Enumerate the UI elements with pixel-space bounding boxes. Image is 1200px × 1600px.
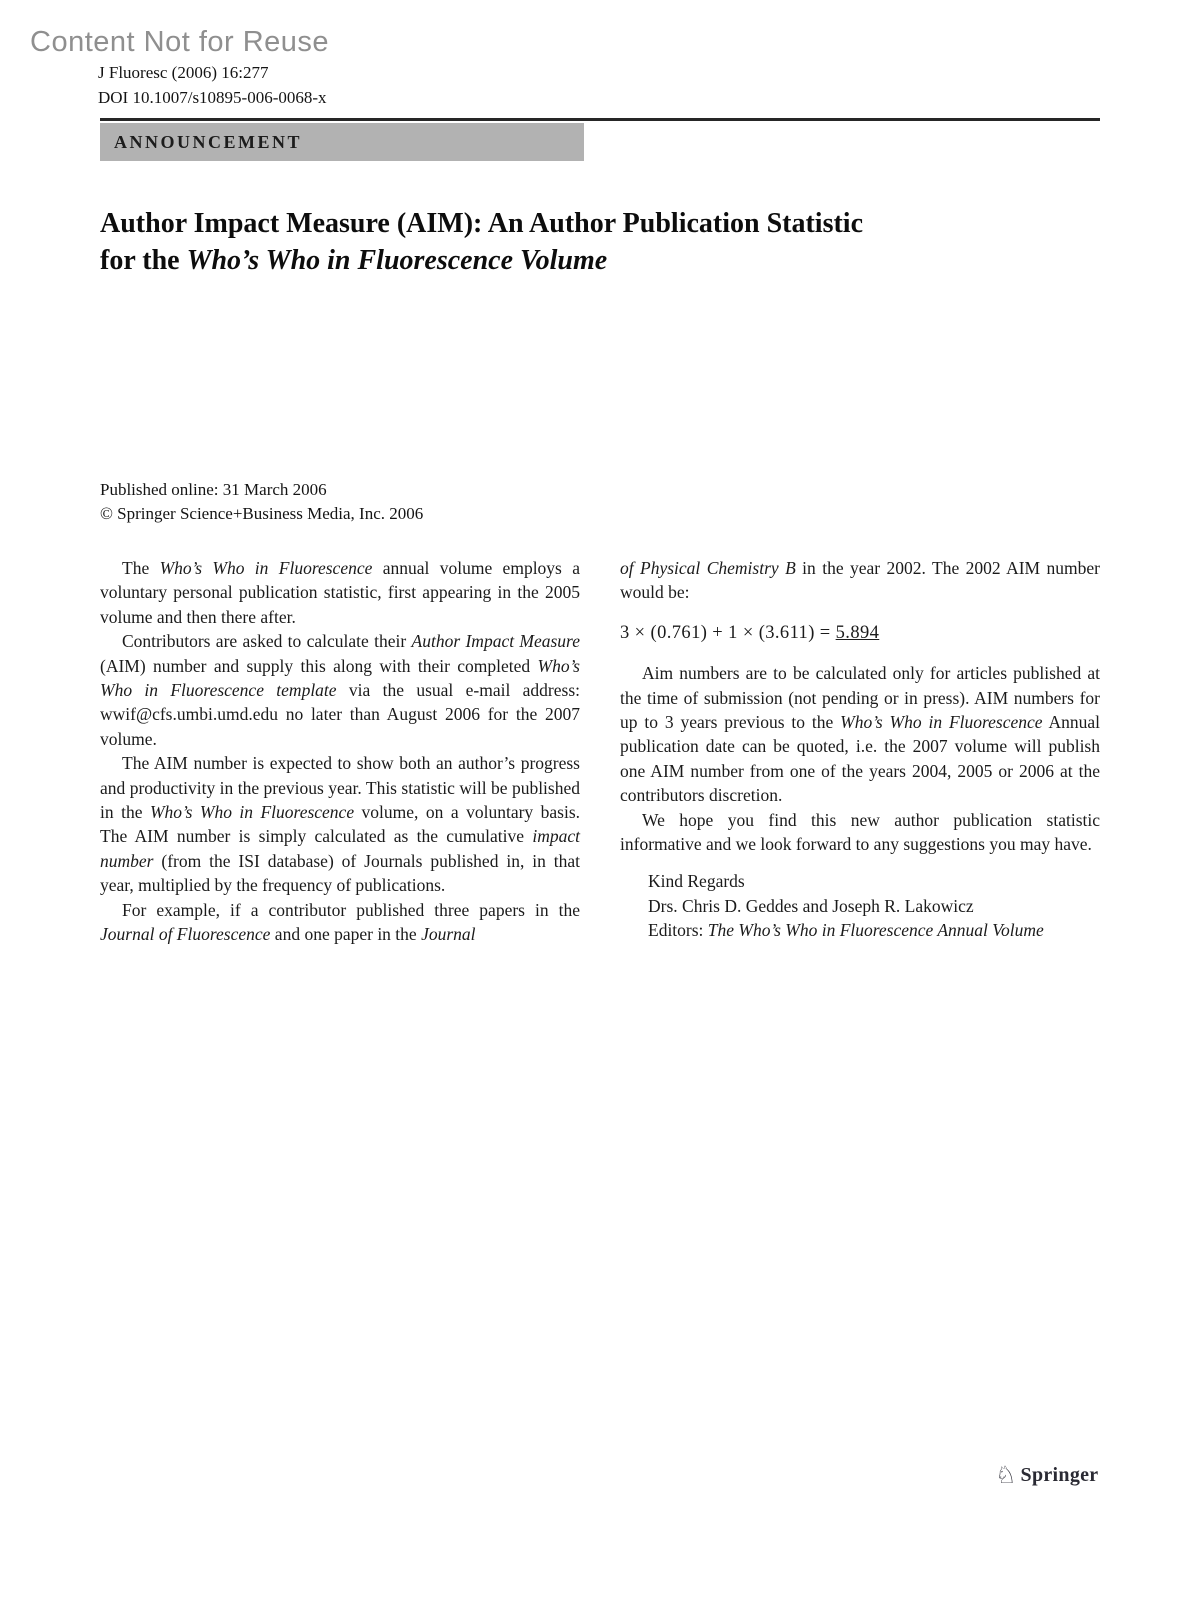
publication-info	[100, 478, 620, 526]
journal-citation: J Fluoresc (2006) 16:277	[98, 63, 269, 82]
paragraph: Contributors are asked to calculate their Author Impact Measure (AIM) number and supply this along with their completed Who’s Who in Fluorescence template via the usual e-mail address: wwif@cfs.umbi.umd.edu no later than August 2006 for the 2007 volume.	[100, 631, 580, 749]
paragraph: For example, if a contributor published three papers in the Journal of Fluorescence and one paper in the Journal	[100, 899, 580, 945]
paragraph: The AIM number is expected to show both an author’s progress and productivity in the previous year. This statistic will be published in the Who’s Who in Fluorescence volume, on a voluntary basis. The AIM number is simply calculated as the cumulative impact number (from the ISI database) of Journals published in, in that year, multiplied by the frequency of publications.	[100, 753, 580, 896]
header-rule	[100, 118, 1100, 121]
paragraph: The Who’s Who in Fluorescence annual volume employs a voluntary personal publication statistic, first appearing in the 2005 volume and then there after.	[100, 558, 580, 627]
signature-block	[648, 869, 1100, 942]
article-title	[100, 205, 1060, 279]
journal-header	[98, 60, 327, 110]
article-body	[100, 556, 1100, 947]
copyright-line: © Springer Science+Business Media, Inc. 2006	[100, 504, 424, 523]
announcement-banner-label: ANNOUNCEMENT	[114, 131, 303, 152]
signature-regards: Kind Regards	[648, 871, 745, 892]
left-column	[100, 556, 580, 947]
published-online-line: Published online: 31 March 2006	[100, 480, 327, 499]
signature-authors: Drs. Chris D. Geddes and Joseph R. Lakowicz	[648, 895, 974, 916]
doi-line: DOI 10.1007/s10895-006-0068-x	[98, 88, 327, 107]
article-title-line1: Author Impact Measure (AIM): An Author Publication Statistic	[100, 208, 863, 239]
chess-knight-icon: ♘	[995, 1461, 1017, 1489]
signature-editors: Editors: The Who’s Who in Fluorescence Annual Volume	[648, 920, 1044, 941]
content-not-for-reuse-watermark: Content Not for Reuse	[30, 26, 330, 58]
right-column	[620, 556, 1100, 947]
springer-logo	[995, 1463, 1098, 1487]
article-title-line2: for the Who’s Who in Fluorescence Volume	[100, 245, 608, 276]
paragraph: of Physical Chemistry B in the year 2002. The 2002 AIM number would be:	[620, 558, 1100, 603]
paragraph: We hope you find this new author publication statistic informative and we look forward to any suggestions you may have.	[620, 809, 1100, 855]
publisher-name: Springer	[1020, 1463, 1099, 1486]
aim-formula: 3 × (0.761) + 1 × (3.611) = 5.894	[620, 622, 880, 643]
announcement-banner	[100, 123, 584, 161]
paragraph: Aim numbers are to be calculated only for articles published at the time of submission (not pending or in press). AIM numbers for up to 3 years previous to the Who’s Who in Fluorescence Annual publication date can be quoted, i.e. the 2007 volume will publish one AIM number from one of the years 2004, 2005 or 2006 at the contributors discretion.	[620, 663, 1100, 806]
